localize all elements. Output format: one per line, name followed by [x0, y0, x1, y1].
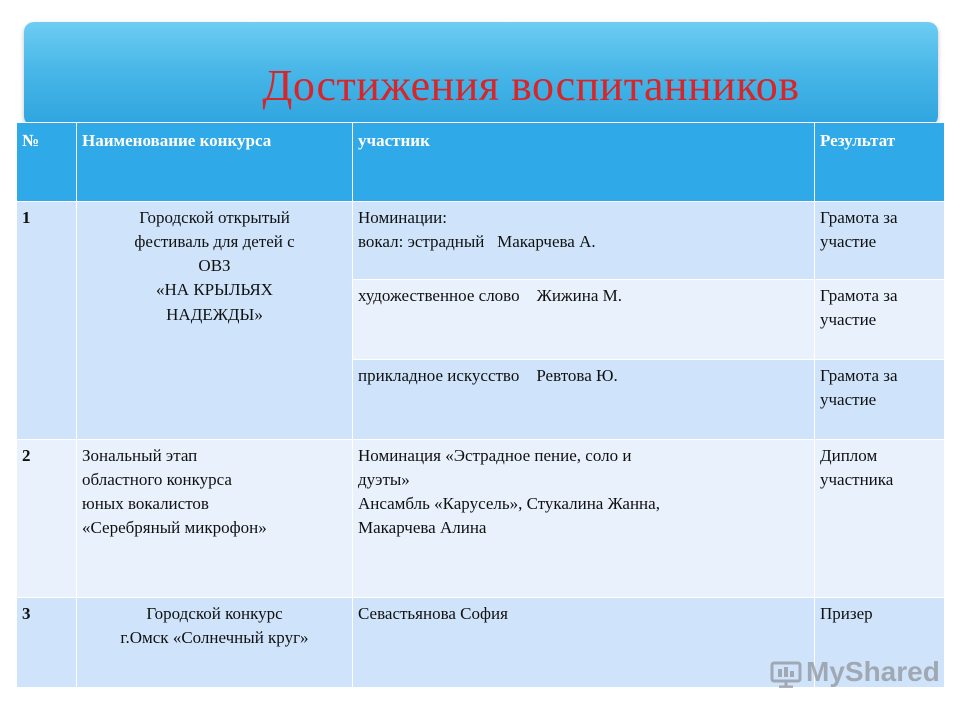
header-contest: Наименование конкурса [77, 123, 353, 202]
header-number: № [17, 123, 77, 202]
participant-cell: прикладное искусство Ревтова Ю. [353, 360, 815, 440]
header-participant: участник [353, 123, 815, 202]
result-cell: Грамота за участие [815, 360, 945, 440]
participant-cell: художественное слово Жижина М. [353, 280, 815, 360]
result-cell: Грамота за участие [815, 202, 945, 280]
table-header-row [17, 123, 945, 202]
row-number: 1 [17, 202, 77, 440]
myshared-watermark [770, 656, 940, 692]
table-row [17, 440, 945, 598]
result-cell: Грамота за участие [815, 280, 945, 360]
contest-name: Зональный этап областного конкурса юных вокалистов «Серебряный микрофон» [77, 440, 353, 598]
participant-cell: Севастьянова София [353, 598, 815, 688]
contest-name: Городской конкурс г.Омск «Солнечный круг» [77, 598, 353, 688]
row-number: 3 [17, 598, 77, 688]
title-banner [24, 22, 938, 126]
watermark-text: MyShared [806, 656, 940, 687]
table-row [17, 202, 945, 280]
header-result: Результат [815, 123, 945, 202]
participant-cell: Номинации: вокал: эстрадный Макарчева А. [353, 202, 815, 280]
presentation-board-icon [770, 660, 802, 688]
result-cell: Диплом участника [815, 440, 945, 598]
row-number: 2 [17, 440, 77, 598]
slide-title: Достижения воспитанников [262, 61, 800, 110]
achievements-table [16, 122, 945, 688]
contest-name: Городской открытый фестиваль для детей с ОВЗ «НА КРЫЛЬЯХ НАДЕЖДЫ» [77, 202, 353, 440]
participant-cell: Номинация «Эстрадное пение, соло и дуэты» Ансамбль «Карусель», Стукалина Жанна, Макарчева Алина [353, 440, 815, 598]
result-cell: Призер [815, 598, 945, 688]
